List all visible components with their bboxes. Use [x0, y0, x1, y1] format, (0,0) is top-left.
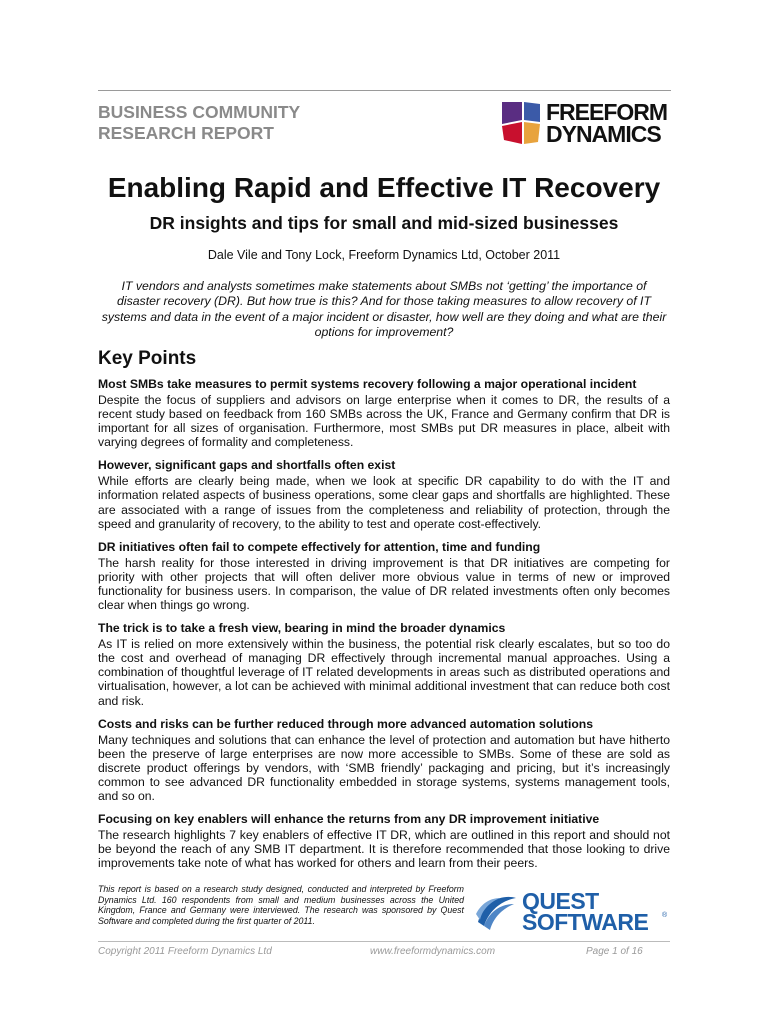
freeform-dynamics-wordmark: [546, 101, 667, 145]
key-point: [98, 377, 670, 449]
key-point-heading: DR initiatives often fail to compete effectively for attention, time and funding: [98, 539, 541, 554]
footer-page-number: Page 1 of 16: [586, 946, 643, 957]
key-point: [98, 458, 670, 530]
key-point-heading: Costs and risks can be further reduced through more advanced automation solutions: [98, 716, 594, 731]
key-points-heading: Key Points: [98, 348, 197, 369]
key-point: [98, 717, 670, 803]
key-point-body: The harsh reality for those interested in driving improvement is that DR initiatives are competing for priority with other projects that will often deliver more obvious value in terms of new or improved functionality for business users. In comparison, the value of DR related investments often only becomes clear when things go wrong.: [98, 555, 670, 613]
freeform-dynamics-logo: [500, 99, 668, 150]
sponsor-line2: SOFTWARE: [522, 909, 649, 935]
key-point-heading: The trick is to take a fresh view, bearing in mind the broader dynamics: [98, 621, 506, 636]
footer-copyright: Copyright 2011 Freeform Dynamics Ltd: [98, 946, 272, 957]
report-type-label: [98, 102, 300, 144]
footer-url: www.freeformdynamics.com: [370, 946, 496, 957]
registered-mark: ®: [662, 912, 668, 919]
key-point-body: Despite the focus of suppliers and advisors on large enterprise when it comes to DR, the results of a recent study based on feedback from 160 SMBs across the UK, France and Germany confirm that DR is important for all sizes of organisation. Furthermore, most SMBs put DR measures in place, albeit with varying degrees of formality and completeness.: [98, 393, 670, 450]
research-footnote: This report is based on a research study designed, conducted and interpreted by Freeform Dynamics Ltd. 160 respondents from small and medium businesses across the United Kingdom, France and Germany were interviewed. The research was sponsored by Quest Software and completed during the first quarter of 2011.: [98, 884, 464, 926]
key-point-heading: However, significant gaps and shortfalls often exist: [98, 458, 396, 473]
key-point-body: As IT is relied on more extensively within the business, the potential risk clearly escalates, but so too do the cost and overhead of managing DR effectively through incremental manual approaches. Using a combination of thoughtful leverage of IT related developments in areas such as distributed operations and virtualisation, however, a lot can be achieved with minimal additional investment that can reduce both cost and risk.: [98, 637, 670, 708]
key-point-body: The research highlights 7 key enablers of effective IT DR, which are outlined in this report and should not be beyond the reach of any SMB IT department. It is therefore recommended that those looking to drive improvements take note of what has worked for others and learn from their peers.: [98, 828, 670, 871]
freeform-dynamics-mark-icon: [500, 100, 542, 146]
quest-swoosh-icon: [474, 892, 518, 932]
document-intro: IT vendors and analysts sometimes make statements about SMBs not ‘getting’ the importance of disaster recovery (DR). But how true is this? And for those taking measures to allow recovery of IT systems and data in the event of a major incident or disaster, how well are they doing and what are their options for improvement?: [101, 279, 667, 339]
document-subtitle: DR insights and tips for small and mid-sized businesses: [149, 213, 619, 233]
sponsor-line1: QUEST: [522, 888, 599, 914]
key-point-heading: Focusing on key enablers will enhance the returns from any DR improvement initiative: [98, 812, 600, 827]
report-type-line1: BUSINESS COMMUNITY: [98, 102, 301, 122]
quest-software-logo: [474, 888, 674, 936]
logo-line2: DYNAMICS: [546, 121, 661, 147]
document-byline: Dale Vile and Tony Lock, Freeform Dynamics Ltd, October 2011: [207, 248, 561, 262]
footer-rule: [98, 941, 670, 942]
key-point: [98, 812, 670, 870]
header-rule: [98, 90, 671, 91]
quest-software-wordmark: [522, 888, 649, 935]
key-point: [98, 621, 670, 707]
document-title: Enabling Rapid and Effective IT Recovery: [107, 172, 661, 203]
report-type-line2: RESEARCH REPORT: [98, 123, 274, 143]
key-point-heading: Most SMBs take measures to permit systems recovery following a major operational incident: [98, 377, 637, 391]
logo-line1: FREEFORM: [546, 99, 668, 125]
key-point-body: While efforts are clearly being made, when we look at specific DR capability to do with the IT and information related aspects of business operations, some clear gaps and shortfalls are highlighted. These are associated with a range of issues from the completeness and reliability of protection, through the speed and granularity of recovery, to the ability to test and operate cost-effectively.: [98, 474, 670, 531]
key-points-list: [98, 377, 670, 879]
key-point-body: Many techniques and solutions that can enhance the level of protection and automation but have hitherto been the preserve of large enterprises are now more accessible to SMBs. Some of these are sold as discrete product offerings by vendors, with ‘SMB friendly’ packaging and pricing, but it’s increasingly common to see advanced DR functionality embedded in storage systems, systems management tools, and so on.: [98, 732, 670, 803]
key-point: [98, 540, 670, 612]
